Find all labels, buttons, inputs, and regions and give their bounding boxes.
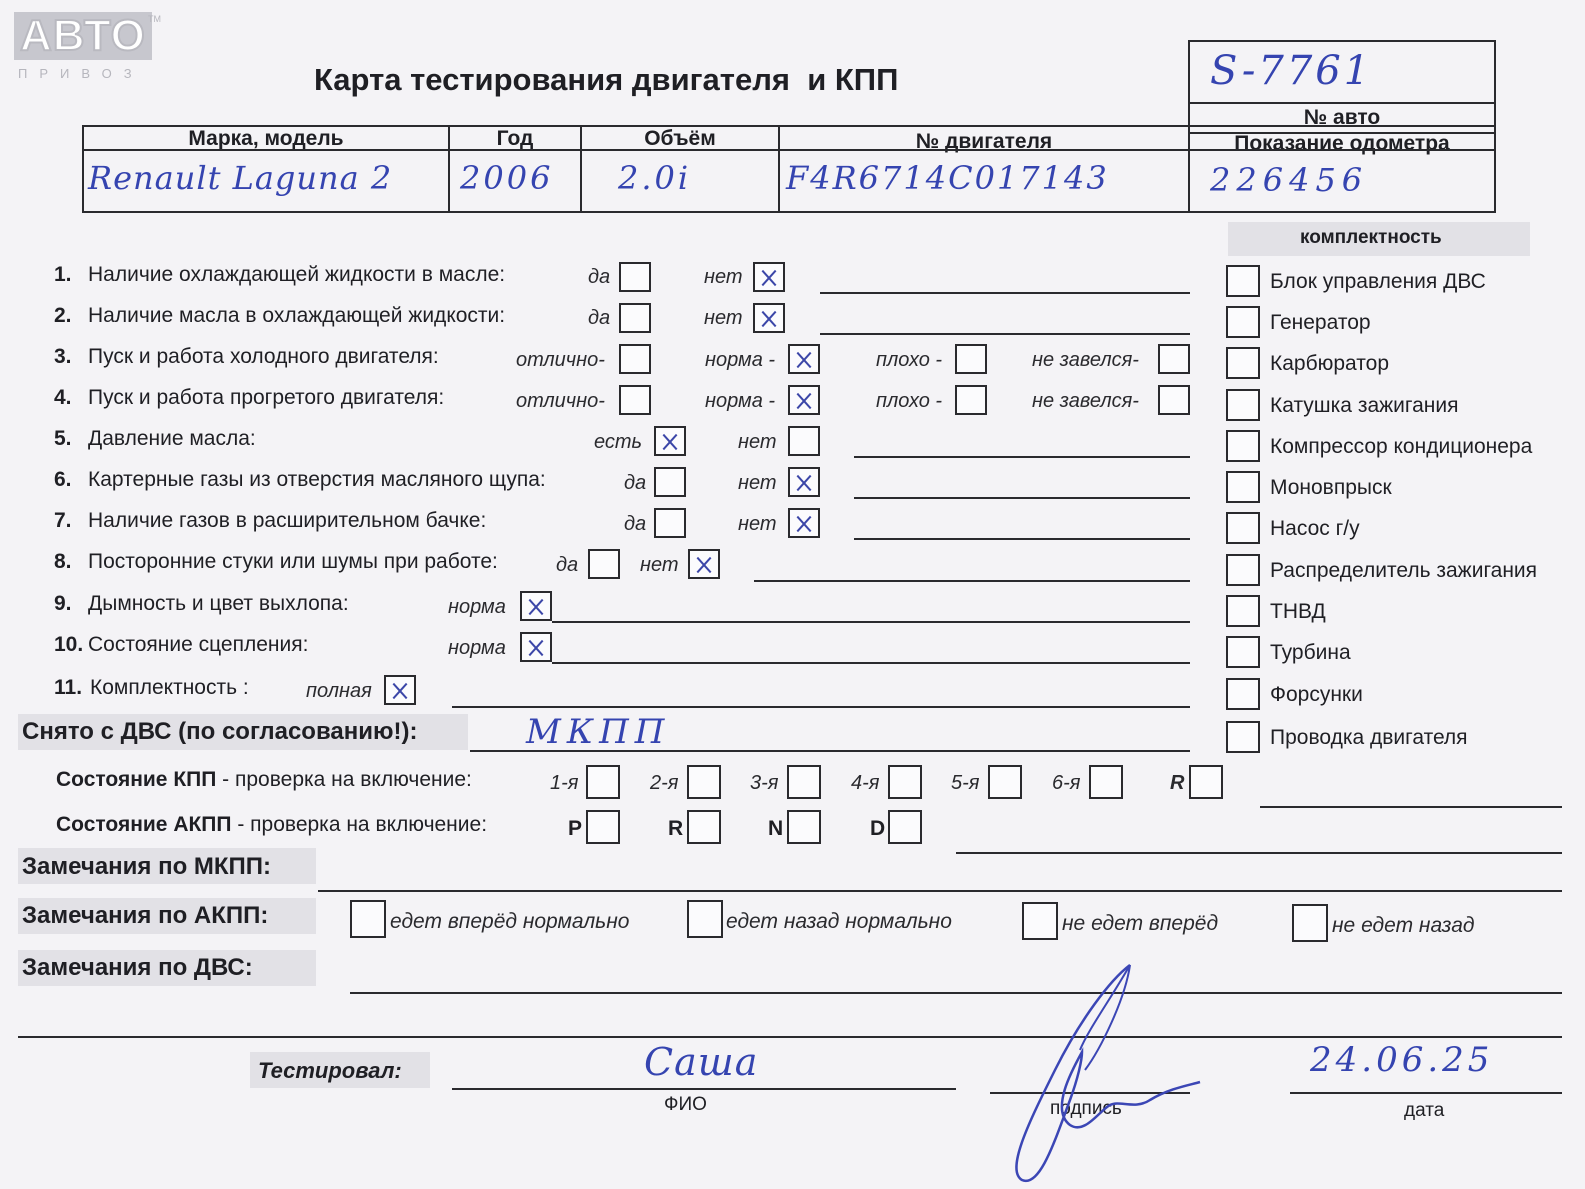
checkbox-no-checked[interactable] <box>788 508 820 538</box>
logo-main: АВТО <box>14 12 152 60</box>
gear-label: 3-я <box>750 772 779 794</box>
notes-line <box>754 580 1190 582</box>
akpp-gear-checkbox[interactable] <box>586 810 620 844</box>
gear-checkbox[interactable] <box>687 765 721 799</box>
completeness-checkbox[interactable] <box>1226 554 1260 586</box>
option-label: нет <box>738 513 777 535</box>
checkbox-not-started[interactable] <box>1158 385 1190 415</box>
option-label: норма - <box>705 349 776 371</box>
signature-icon <box>960 960 1220 1189</box>
check-label: Давление масла: <box>88 427 256 450</box>
akpp-label <box>56 813 487 837</box>
completeness-checkbox[interactable] <box>1226 430 1260 462</box>
completeness-title: комплектность <box>1300 227 1442 248</box>
tester-name: Саша <box>644 1040 759 1084</box>
option-label: не завелся- <box>1032 349 1139 371</box>
option-label: норма - <box>705 390 776 412</box>
completeness-item: Генератор <box>1270 311 1371 334</box>
tested-label: Тестировал: <box>258 1058 402 1083</box>
removed-value: МКПП <box>526 712 671 752</box>
akpp-label-rest: - проверка на включение: <box>231 813 488 836</box>
option-label: да <box>624 472 647 494</box>
akpp-gear-label: N <box>768 817 784 840</box>
notes-line <box>552 621 1190 623</box>
notes-line <box>854 538 1190 540</box>
name-caption: ФИО <box>664 1094 707 1115</box>
removed-line <box>470 750 1190 752</box>
check-num: 5. <box>54 427 72 450</box>
col-volume-label: Объём <box>644 127 716 150</box>
checkbox-yes[interactable] <box>619 303 651 333</box>
notes-line <box>854 497 1190 499</box>
odometer-value: 226456 <box>1210 161 1369 199</box>
option-label: нет <box>704 266 743 288</box>
akpp-remark-option: не едет назад <box>1332 914 1475 937</box>
gear-checkbox[interactable] <box>1089 765 1123 799</box>
car-number-cell <box>1188 40 1496 104</box>
option-label: нет <box>704 307 743 329</box>
option-label: отлично- <box>516 349 605 371</box>
kpp-label-bold: Состояние КПП <box>56 768 217 791</box>
completeness-item: Насос г/у <box>1270 517 1360 540</box>
logo <box>14 11 161 86</box>
header-divider <box>82 149 1496 151</box>
completeness-item: Проводка двигателя <box>1270 726 1468 749</box>
check-label: Наличие газов в расширительном бачке: <box>88 509 487 532</box>
logo-tm: TM <box>148 14 161 24</box>
remarks-dvs-label: Замечания по ДВС: <box>22 954 253 981</box>
volume-value: 2.0i <box>618 159 692 197</box>
completeness-item: Форсунки <box>1270 683 1363 706</box>
kpp-label <box>56 768 472 792</box>
completeness-item: Турбина <box>1270 641 1351 664</box>
akpp-remark-checkbox[interactable] <box>687 900 723 938</box>
checkbox-no-checked[interactable] <box>688 549 720 579</box>
notes-line <box>820 292 1190 294</box>
checkbox-normal-checked[interactable] <box>520 632 552 662</box>
check-label: Посторонние стуки или шумы при работе: <box>88 550 498 573</box>
option-label: есть <box>594 431 643 453</box>
check-num: 6. <box>54 468 72 491</box>
kpp-label-rest: - проверка на включение: <box>216 768 472 791</box>
completeness-item: Компрессор кондиционера <box>1270 435 1533 458</box>
date-value: 24.06.25 <box>1310 1040 1494 1080</box>
completeness-checkbox[interactable] <box>1226 265 1260 297</box>
engine-no-value: F4R6714C017143 <box>786 159 1109 197</box>
checkbox-excellent[interactable] <box>619 385 651 415</box>
completeness-item: ТНВД <box>1270 600 1326 623</box>
checkbox-not-started[interactable] <box>1158 344 1190 374</box>
option-label: плохо - <box>876 390 943 412</box>
completeness-checkbox[interactable] <box>1226 636 1260 668</box>
option-label: отлично- <box>516 390 605 412</box>
gear-label: 1-я <box>550 772 579 794</box>
option-label: норма <box>448 637 506 659</box>
remarks-dvs-line <box>350 992 1562 994</box>
gear-checkbox[interactable] <box>787 765 821 799</box>
completeness-checkbox[interactable] <box>1226 389 1260 421</box>
remarks-mkpp-line <box>318 890 1562 892</box>
check-label: Картерные газы из отверстия масляного щупа: <box>88 468 546 491</box>
option-label: нет <box>738 431 777 453</box>
completeness-checkbox[interactable] <box>1226 471 1260 503</box>
col-make-label: Марка, модель <box>188 127 344 150</box>
removed-label: Снято с ДВС (по согласованию!): <box>22 718 418 745</box>
check-num: 4. <box>54 386 72 409</box>
col-odometer-label: Показание одометра <box>1234 132 1450 155</box>
checkbox-normal-checked[interactable] <box>788 385 820 415</box>
gear-label: 2-я <box>650 772 679 794</box>
option-label: нет <box>738 472 777 494</box>
akpp-remark-option: едет вперёд нормально <box>390 910 630 933</box>
gear-checkbox[interactable] <box>586 765 620 799</box>
remarks-mkpp-label: Замечания по МКПП: <box>22 853 272 880</box>
checkbox-bad[interactable] <box>955 385 987 415</box>
checkbox-no-checked[interactable] <box>788 467 820 497</box>
gear-label: 4-я <box>851 772 880 794</box>
kpp-line <box>1260 806 1562 808</box>
completeness-checkbox[interactable] <box>1226 721 1260 753</box>
option-label: да <box>556 554 579 576</box>
header-table <box>82 125 1496 213</box>
checkbox-absent[interactable] <box>788 426 820 456</box>
akpp-line <box>956 852 1562 854</box>
gear-checkbox[interactable] <box>988 765 1022 799</box>
notes-line <box>820 333 1190 335</box>
notes-line <box>452 706 1190 708</box>
check-num: 7. <box>54 509 72 532</box>
name-line <box>452 1088 956 1090</box>
akpp-gear-label: D <box>870 817 886 840</box>
col-engine-no-label: № двигателя <box>915 130 1053 153</box>
notes-line <box>854 456 1190 458</box>
check-num: 3. <box>54 345 72 368</box>
remarks-akpp-label: Замечания по АКПП: <box>22 902 269 929</box>
completeness-checkbox[interactable] <box>1226 306 1260 338</box>
check-label: Состояние сцепления: <box>88 633 309 656</box>
option-label: полная <box>306 680 372 702</box>
check-num: 8. <box>54 550 72 573</box>
col-year-label: Год <box>496 127 534 150</box>
akpp-remark-checkbox[interactable] <box>1292 904 1328 942</box>
checkbox-normal-checked[interactable] <box>520 591 552 621</box>
date-line <box>1290 1092 1562 1094</box>
option-label: да <box>588 307 611 329</box>
akpp-gear-label: P <box>568 817 583 840</box>
checkbox-present-checked[interactable] <box>654 426 686 456</box>
checkbox-yes[interactable] <box>654 508 686 538</box>
remarks-extra-line <box>18 1036 1562 1038</box>
check-num: 2. <box>54 304 72 327</box>
completeness-item: Карбюратор <box>1270 352 1390 375</box>
checkbox-bad[interactable] <box>955 344 987 374</box>
completeness-checkbox[interactable] <box>1226 347 1260 379</box>
option-label: да <box>588 266 611 288</box>
checkbox-full-checked[interactable] <box>384 675 416 705</box>
completeness-item: Катушка зажигания <box>1270 394 1459 417</box>
check-label: Комплектность : <box>90 676 249 699</box>
check-label: Пуск и работа холодного двигателя: <box>88 345 439 368</box>
checkbox-yes[interactable] <box>588 549 620 579</box>
check-num: 1. <box>54 263 72 286</box>
date-caption: дата <box>1404 1100 1445 1121</box>
akpp-remark-option: едет назад нормально <box>726 910 952 933</box>
gear-label: 6-я <box>1052 772 1081 794</box>
checkbox-normal-checked[interactable] <box>788 344 820 374</box>
option-label: плохо - <box>876 349 943 371</box>
completeness-item: Блок управления ДВС <box>1270 270 1486 293</box>
logo-sub: ПРИВОЗ <box>18 66 144 81</box>
akpp-label-bold: Состояние АКПП <box>56 813 232 836</box>
akpp-remark-checkbox[interactable] <box>1022 902 1058 940</box>
gear-label: R <box>1170 772 1185 794</box>
checkbox-no-checked[interactable] <box>753 262 785 292</box>
option-label: да <box>624 513 647 535</box>
check-label: Наличие охлаждающей жидкости в масле: <box>88 263 506 286</box>
car-number-label: № авто <box>1303 106 1381 129</box>
check-num: 10. <box>54 633 84 656</box>
check-label: Наличие масла в охлаждающей жидкости: <box>88 304 506 327</box>
akpp-gear-checkbox[interactable] <box>888 810 922 844</box>
gear-checkbox[interactable] <box>1189 765 1223 799</box>
akpp-gear-label: R <box>668 817 684 840</box>
completeness-item: Моновпрыск <box>1270 476 1392 499</box>
make-value: Renault Laguna 2 <box>88 159 393 197</box>
check-num: 9. <box>54 592 72 615</box>
completeness-item: Распределитель зажигания <box>1270 559 1538 582</box>
gear-checkbox[interactable] <box>888 765 922 799</box>
akpp-gear-checkbox[interactable] <box>687 810 721 844</box>
option-label: норма <box>448 596 506 618</box>
checkbox-no-checked[interactable] <box>753 303 785 333</box>
akpp-gear-checkbox[interactable] <box>787 810 821 844</box>
gear-label: 5-я <box>951 772 980 794</box>
completeness-checkbox[interactable] <box>1226 678 1260 710</box>
option-label: не завелся- <box>1032 390 1139 412</box>
akpp-remark-checkbox[interactable] <box>350 900 386 938</box>
notes-line <box>552 662 1190 664</box>
car-number-value: S-7761 <box>1210 48 1373 94</box>
year-value: 2006 <box>460 159 554 197</box>
check-label: Пуск и работа прогретого двигателя: <box>88 386 445 409</box>
option-label: нет <box>640 554 679 576</box>
page-title: Карта тестирования двигателя и КПП <box>314 62 899 97</box>
signature-caption: подпись <box>1050 1098 1122 1119</box>
checkbox-yes[interactable] <box>619 262 651 292</box>
check-label: Дымность и цвет выхлопа: <box>88 592 349 615</box>
checkbox-excellent[interactable] <box>619 344 651 374</box>
completeness-checkbox[interactable] <box>1226 595 1260 627</box>
check-num: 11. <box>54 676 83 699</box>
akpp-remark-option: не едет вперёд <box>1062 912 1219 935</box>
completeness-checkbox[interactable] <box>1226 512 1260 544</box>
checkbox-yes[interactable] <box>654 467 686 497</box>
